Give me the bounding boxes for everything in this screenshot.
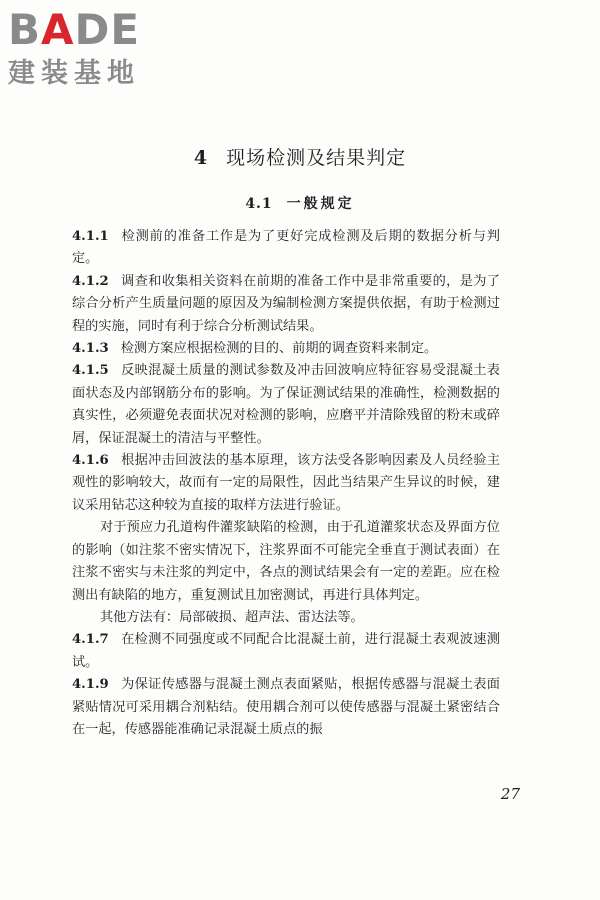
clause — [72, 674, 500, 741]
clause — [72, 360, 500, 450]
clause-number: 4.1.9 — [72, 677, 109, 693]
clause — [72, 226, 500, 271]
clause-number: 4.1.6 — [72, 453, 109, 469]
watermark-subtitle: 建装基地 — [8, 58, 140, 89]
clause-number: 4.1.3 — [72, 341, 109, 357]
clause — [72, 338, 500, 360]
clause-number: 4.1.5 — [72, 363, 109, 379]
paragraph: 对于预应力孔道构件灌浆缺陷的检测，由于孔道灌浆状态及界面方位的影响（如注浆不密实情况下，注浆界面不可能完全垂直于测试表面）在注浆不密实与未注浆的判定中，各点的测试结果会有一定的差距。应在检测出有缺陷的地方，重复测试且加密测试，再进行具体判定。 — [72, 520, 500, 603]
chapter-title-text: 现场检测及结果判定 — [226, 147, 407, 169]
clause — [72, 450, 500, 517]
clause-number: 4.1.1 — [72, 229, 109, 244]
clause-text: 在检测不同强度或不同配合比混凝土前，进行混凝土表观波速测试。 — [72, 632, 500, 670]
clause-number: 4.1.2 — [72, 273, 109, 289]
document-body — [72, 226, 500, 741]
chapter-number: 4 — [193, 147, 209, 169]
watermark-logo — [8, 6, 140, 92]
section-number: 4.1 — [245, 196, 273, 212]
clause-text: 为保证传感器与混凝土测点表面紧贴，根据传感器与混凝土表面紧贴情况可采用耦合剂粘结。使用耦合剂可以使传感器与混凝土紧密结合在一起，传感器能准确记录混凝土质点的振 — [72, 677, 500, 737]
clause-text: 检测方案应根据检测的目的、前期的调查资料来制定。 — [120, 341, 438, 357]
chapter-title — [0, 143, 600, 170]
clause — [72, 271, 500, 338]
clause-number: 4.1.7 — [72, 632, 109, 648]
clause-text: 检测前的准备工作是为了更好完成检测及后期的数据分析与判定。 — [72, 229, 500, 267]
clause-text: 调查和收集相关资料在前期的准备工作中是非常重要的，是为了综合分析产生质量问题的原因及为编制检测方案提供依据，有助于检测过程的实施，同时有利于综合分析测试结果。 — [72, 273, 500, 334]
clause-text: 反映混凝土质量的测试参数及冲击回波响应特征容易受混凝土表面状态及内部钢筋分布的影响。为了保证测试结果的准确性，检测数据的真实性，必须避免表面状况对检测的影响，应磨平并清除残留的粉末或碎屑，保证混凝土的清洁与平整性。 — [72, 363, 500, 446]
section-title — [0, 193, 600, 213]
page-number: 27 — [500, 785, 520, 803]
clause — [72, 629, 500, 674]
section-title-text: 一般规定 — [286, 196, 355, 212]
clause-text: 根据冲击回波法的基本原理，该方法受各影响因素及人员经验主观性的影响较大，故而有一定的局限性，因此当结果产生异议的时候，建议采用钻芯这种较为直接的取样方法进行验证。 — [72, 453, 500, 513]
watermark-brand: BADE — [8, 5, 141, 54]
paragraph: 其他方法有：局部破损、超声法、雷达法等。 — [100, 609, 364, 625]
